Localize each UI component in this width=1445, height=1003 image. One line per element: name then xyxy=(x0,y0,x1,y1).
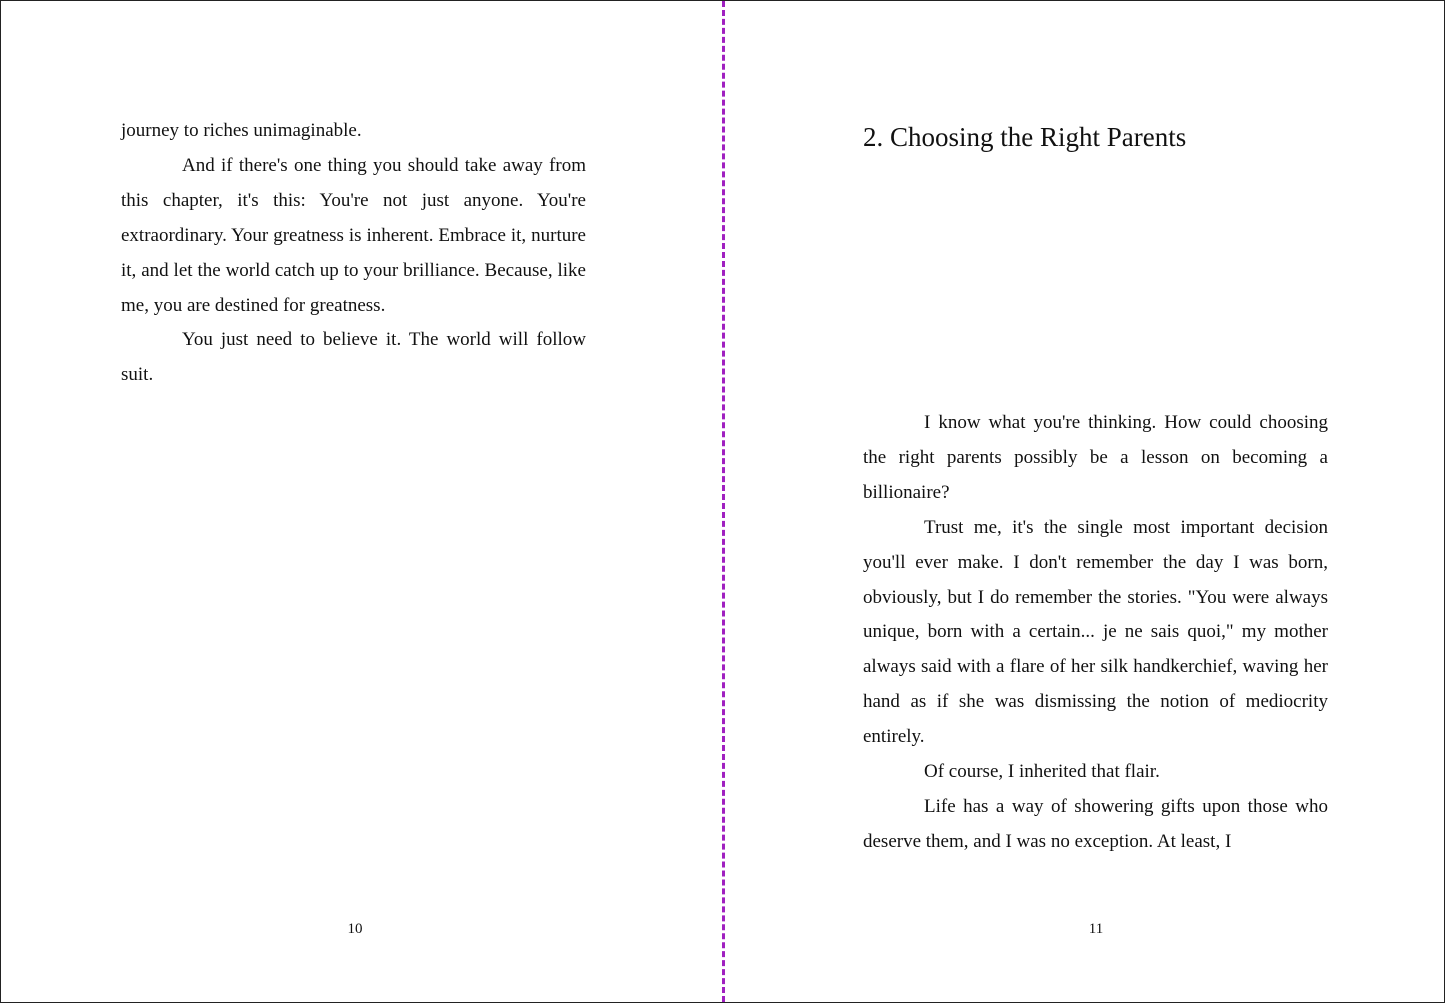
page-number: 10 xyxy=(347,921,363,937)
chapter-title: 2. Choosing the Right Parents xyxy=(863,122,1187,152)
right-page xyxy=(725,1,1444,1002)
paragraph: Of course, I inherited that flair. xyxy=(924,761,1160,783)
left-page-body xyxy=(121,114,586,393)
page-number: 11 xyxy=(1088,921,1104,937)
paragraph: Trust me, it's the single most important decision you'll ever make. I don't remember the day I was born, obviously, but I do remember the stories. "You were always unique, born with a certain... je ne sais quoi," my mother always said with a flare of her silk handkerchief, waving her hand as if she was dismissing the notion of mediocrity entirely. xyxy=(863,516,1328,748)
paragraph: And if there's one thing you should take away from this chapter, it's this: You're not just anyone. You're extraordinary. Your greatness is inherent. Embrace it, nurture it, and let the world catch up to your brilliance. Because, like me, you are destined for greatness. xyxy=(121,154,586,316)
left-page xyxy=(1,1,722,1002)
right-page-body xyxy=(863,406,1328,860)
paragraph: Life has a way of showering gifts upon those who deserve them, and I was no exception. At least, I xyxy=(863,795,1328,852)
paragraph: I know what you're thinking. How could choosing the right parents possibly be a lesson on becoming a billionaire? xyxy=(863,412,1328,503)
paragraph: journey to riches unimaginable. xyxy=(121,120,362,141)
paragraph: You just need to believe it. The world will follow suit. xyxy=(121,329,586,386)
